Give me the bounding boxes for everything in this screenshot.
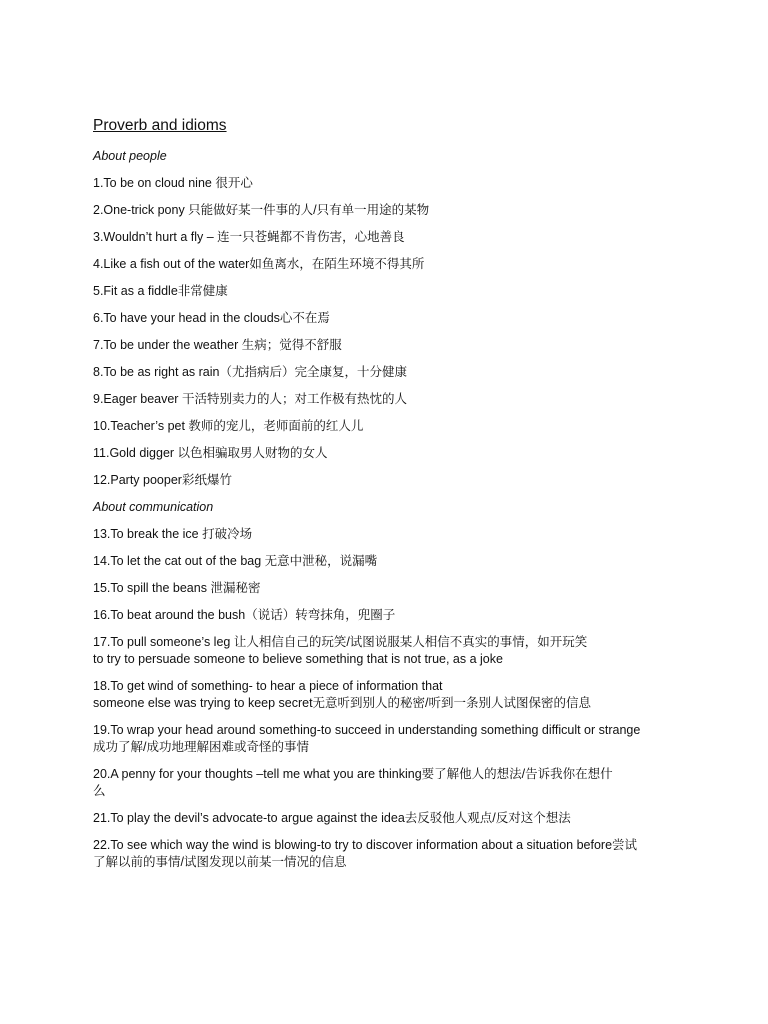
idiom-entry (93, 526, 678, 543)
section-heading: About people (93, 149, 167, 163)
idiom-entry-line: 21.To play the devil’s advocate-to argue against the idea去反驳他人观点/反对这个想法 (93, 811, 571, 825)
idiom-entry-line: 5.Fit as a fiddle非常健康 (93, 284, 228, 298)
idiom-entry (93, 472, 678, 489)
idiom-entry-line: 3.Wouldn’t hurt a fly – 连一只苍蝇都不肯伤害，心地善良 (93, 230, 405, 244)
idiom-entry (93, 580, 678, 597)
idiom-entry-line: 16.To beat around the bush（说话）转弯抹角，兜圈子 (93, 608, 396, 622)
idiom-entry-line: to try to persuade someone to believe something that is not true, as a joke (93, 652, 503, 666)
idiom-entry-line: 22.To see which way the wind is blowing-to try to discover information about a situation before尝试 (93, 838, 638, 852)
idiom-entry (93, 678, 678, 712)
document-content (93, 116, 678, 881)
idiom-entry-line: 么 (93, 784, 106, 798)
sections-container (93, 148, 678, 871)
idiom-entry-line: 19.To wrap your head around something-to succeed in understanding something difficult or strange (93, 723, 641, 737)
idiom-entry-line: 12.Party pooper彩纸爆竹 (93, 473, 232, 487)
idiom-entry-line: 成功了解/成功地理解困难或奇怪的事情 (93, 740, 309, 754)
idiom-entry-line: 17.To pull someone’s leg 让人相信自己的玩笑/试图说服某人相信不真实的事情，如开玩笑 (93, 635, 588, 649)
idiom-entry-line: 11.Gold digger 以色相骗取男人财物的女人 (93, 446, 328, 460)
idiom-entry (93, 445, 678, 462)
idiom-entry-line: 20.A penny for your thoughts –tell me what you are thinking要了解他人的想法/告诉我你在想什 (93, 767, 613, 781)
idiom-entry (93, 722, 678, 756)
idiom-entry-line: 7.To be under the weather 生病；觉得不舒服 (93, 338, 342, 352)
idiom-entry (93, 553, 678, 570)
idiom-entry (93, 337, 678, 354)
idiom-entry (93, 810, 678, 827)
idiom-entry-line: 2.One-trick pony 只能做好某一件事的人/只有单一用途的某物 (93, 203, 430, 217)
idiom-entry (93, 364, 678, 381)
idiom-entry-line: 8.To be as right as rain（尤指病后）完全康复，十分健康 (93, 365, 407, 379)
idiom-entry (93, 229, 678, 246)
idiom-entry-line: someone else was trying to keep secret无意听到别人的秘密/听到一条别人试图保密的信息 (93, 696, 592, 710)
idiom-entry (93, 175, 678, 192)
idiom-entry-line: 了解以前的事情/试图发现以前某一情况的信息 (93, 855, 347, 869)
idiom-entry-line: 1.To be on cloud nine 很开心 (93, 176, 253, 190)
idiom-entry-line: 15.To spill the beans 泄漏秘密 (93, 581, 261, 595)
idiom-entry (93, 391, 678, 408)
idiom-entry (93, 766, 678, 800)
idiom-entry (93, 634, 678, 668)
idiom-entry (93, 202, 678, 219)
idiom-entry (93, 310, 678, 327)
idiom-entry-line: 4.Like a fish out of the water如鱼离水，在陌生环境不得其所 (93, 257, 425, 271)
idiom-entry (93, 283, 678, 300)
idiom-entry-line: 6.To have your head in the clouds心不在焉 (93, 311, 330, 325)
idiom-entry (93, 418, 678, 435)
idiom-entry (93, 837, 678, 871)
idiom-entry-line: 9.Eager beaver 干活特别卖力的人；对工作极有热忱的人 (93, 392, 407, 406)
section-heading: About communication (93, 500, 214, 514)
idiom-entry-line: 18.To get wind of something- to hear a piece of information that (93, 679, 443, 693)
idiom-entry (93, 256, 678, 273)
document-title: Proverb and idioms (93, 117, 227, 134)
idiom-entry-line: 13.To break the ice 打破冷场 (93, 527, 253, 541)
idiom-entry-line: 10.Teacher’s pet 教师的宠儿，老师面前的红人儿 (93, 419, 364, 433)
idiom-entry (93, 607, 678, 624)
idiom-entry-line: 14.To let the cat out of the bag 无意中泄秘，说漏嘴 (93, 554, 378, 568)
